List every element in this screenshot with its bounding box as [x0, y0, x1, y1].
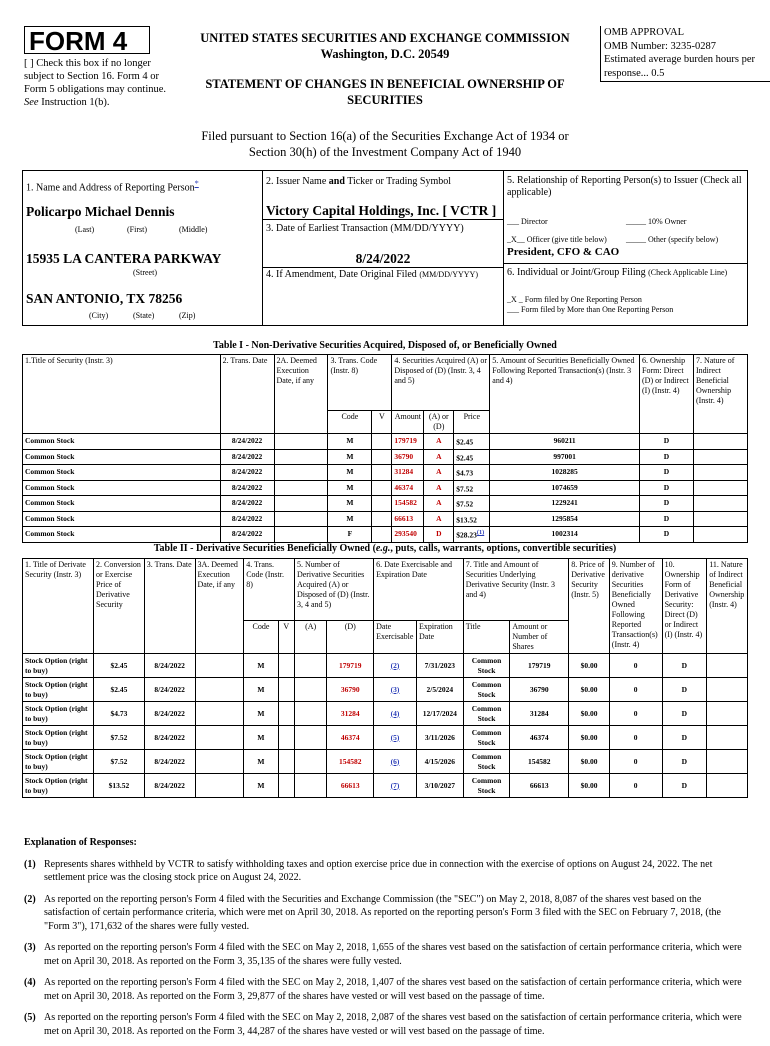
ownership-form: D: [662, 702, 707, 726]
underlying-amount: 154582: [510, 750, 569, 774]
underlying-title: Common Stock: [463, 654, 510, 678]
ownership-form: D: [640, 449, 694, 465]
t2-col-date: 3. Trans. Date: [144, 559, 195, 654]
trans-date: 8/24/2022: [220, 465, 274, 481]
derivative-price: $0.00: [569, 654, 610, 678]
expiration-date: 2/5/2024: [417, 678, 464, 702]
derivative-owned: 0: [609, 774, 662, 798]
derivative-title: Stock Option (right to buy): [23, 750, 94, 774]
table-row: [23, 527, 748, 543]
empty-cell: [707, 750, 748, 774]
empty-cell: [693, 527, 747, 543]
trans-date: 8/24/2022: [144, 678, 195, 702]
empty-cell: [707, 774, 748, 798]
footnote-link[interactable]: (1): [476, 529, 485, 536]
derivative-title: Stock Option (right to buy): [23, 726, 94, 750]
amount: 179719: [392, 434, 424, 450]
table2-title: Table II - Derivative Securities Beneficially Owned (e.g., puts, calls, warrants, options, convertible securities): [153, 543, 617, 554]
amount-owned: 1229241: [490, 496, 640, 512]
expiration-date: 7/31/2023: [417, 654, 464, 678]
empty-cell: [195, 678, 244, 702]
derivative-title: Stock Option (right to buy): [23, 654, 94, 678]
footnote-link[interactable]: (3): [374, 678, 417, 702]
derivative-price: $0.00: [569, 702, 610, 726]
trans-code: M: [244, 750, 279, 774]
trans-date: 8/24/2022: [144, 702, 195, 726]
trans-code: M: [244, 654, 279, 678]
empty-cell: [693, 511, 747, 527]
conversion-price: $7.52: [94, 726, 145, 750]
empty-cell: [274, 496, 328, 512]
section16-check-note: [ ] Check this box if no longer subject to Section 16. Form 4 or Form 5 obligations may continue. See Instruction 1(b).: [24, 58, 167, 108]
empty-cell: [693, 496, 747, 512]
security-title: Common Stock: [23, 511, 221, 527]
officer-title: President, CFO & CAO: [507, 246, 620, 258]
price: $4.73: [454, 465, 490, 481]
conversion-price: $13.52: [94, 774, 145, 798]
conversion-price: $2.45: [94, 654, 145, 678]
footnote: [24, 976, 744, 1003]
ownership-form: D: [640, 480, 694, 496]
derivative-price: $0.00: [569, 726, 610, 750]
footnote: [24, 858, 744, 885]
issuer-box: 2. Issuer Name and Ticker or Trading Symbol Victory Capital Holdings, Inc. [ VCTR ] 3. Date of Earliest Transaction (MM/DD/YYYY) 8/24/2022 4. If Amendment, Date Original Filed (MM/DD/YYYY): [262, 170, 504, 326]
divider: [263, 219, 503, 220]
footnote-link[interactable]: (4): [374, 702, 417, 726]
t2-col-exercise: 6. Date Exercisable and Expiration Date: [374, 559, 464, 621]
t1-col-title: 1.Title of Security (Instr. 3): [23, 355, 221, 434]
divider: [263, 267, 503, 268]
acquired-or-disposed: D: [424, 527, 454, 543]
trans-date: 8/24/2022: [220, 480, 274, 496]
empty-cell: [274, 527, 328, 543]
reporting-person-street: 15935 LA CANTERA PARKWAY: [26, 251, 222, 266]
empty-cell: [195, 702, 244, 726]
derivative-owned: 0: [609, 702, 662, 726]
empty-cell: [372, 465, 392, 481]
footnote-text: As reported on the reporting person's Form 4 filed with the Securities and Exchange Commission (the "SEC") on May 2, 2018, 8,087 of the shares vest based on the satisfaction of certain performance criteria, which were met on April 30, 2018. As reported on the reporting person's Form 3 filed with the SEC on February 7, 2018, (the "Form 3"), 171,632 of the shares were fully vested.: [44, 893, 721, 932]
omb-approval-box: OMB APPROVAL OMB Number: 3235-0287 Estimated average burden hours per response... 0.5: [600, 26, 770, 82]
ownership-form: D: [640, 496, 694, 512]
empty-cell: [278, 654, 294, 678]
agency-heading: UNITED STATES SECURITIES AND EXCHANGE COMMISSION Washington, D.C. 20549: [200, 31, 570, 61]
empty-cell: [274, 480, 328, 496]
issuer-name: Victory Capital Holdings, Inc. [ VCTR ]: [266, 203, 497, 218]
trans-date: 8/24/2022: [220, 496, 274, 512]
amount: 31284: [392, 465, 424, 481]
security-title: Common Stock: [23, 480, 221, 496]
conversion-price: $7.52: [94, 750, 145, 774]
t2-col-code: 4. Trans. Code (Instr. 8): [244, 559, 295, 621]
footnote-number: (2): [24, 893, 36, 905]
underlying-amount: 46374: [510, 726, 569, 750]
derivative-title: Stock Option (right to buy): [23, 702, 94, 726]
trans-date: 8/24/2022: [144, 750, 195, 774]
empty-cell: [693, 449, 747, 465]
derivative-owned: 0: [609, 726, 662, 750]
footnote-text: As reported on the reporting person's Form 4 filed with the SEC on May 2, 2018, 1,407 of the shares vest based on the satisfaction of certain performance criteria, which were met on April 30, 2018. As reported on the Form 3, 29,877 of the shares have vested or will vest based on the passage of time.: [44, 977, 742, 1002]
empty-cell: [278, 678, 294, 702]
empty-cell: [274, 449, 328, 465]
security-title: Common Stock: [23, 434, 221, 450]
trans-code: M: [328, 434, 372, 450]
derivative-price: $0.00: [569, 774, 610, 798]
empty-cell: [707, 702, 748, 726]
price: $28.23$^{(1)}$: [454, 527, 490, 543]
ownership-form: D: [640, 511, 694, 527]
t2-col-price: 8. Price of Derivative Security (Instr. 5): [569, 559, 610, 654]
conversion-price: $4.73: [94, 702, 145, 726]
table-row: [23, 774, 748, 798]
empty-cell: [294, 774, 326, 798]
trans-date: 8/24/2022: [144, 726, 195, 750]
conversion-price: $2.45: [94, 678, 145, 702]
table-row: [23, 480, 748, 496]
t2-col-form: 10. Ownership Form of Derivative Security: Direct (D) or Indirect (I) (Instr. 4): [662, 559, 707, 654]
empty-cell: [278, 750, 294, 774]
disposed-amount: 36790: [327, 678, 374, 702]
price: $2.45: [454, 449, 490, 465]
security-title: Common Stock: [23, 449, 221, 465]
price: $13.52: [454, 511, 490, 527]
amount-owned: 1002314: [490, 527, 640, 543]
reporting-person-name: Policarpo Michael Dennis: [26, 204, 175, 219]
derivative-owned: 0: [609, 750, 662, 774]
divider: [504, 263, 747, 264]
empty-cell: [693, 480, 747, 496]
empty-cell: [274, 465, 328, 481]
disposed-amount: 154582: [327, 750, 374, 774]
underlying-title: Common Stock: [463, 726, 510, 750]
empty-cell: [693, 465, 747, 481]
t2-col-owned: 9. Number of derivative Securities Beneficially Owned Following Reported Transaction(s) (Instr. 4): [609, 559, 662, 654]
underlying-title: Common Stock: [463, 750, 510, 774]
trans-code: F: [328, 527, 372, 543]
table-row: [23, 496, 748, 512]
earliest-transaction-date: 8/24/2022: [355, 251, 411, 266]
ownership-form: D: [662, 678, 707, 702]
trans-code: M: [328, 511, 372, 527]
table-row: [23, 465, 748, 481]
relationship-box: 5. Relationship of Reporting Person(s) to Issuer (Check all applicable) ___ Director _____ 10% Owner _X__ Officer (give title below) _____ Other (specify below) President, CFO & CAO 6. Individual or Joint/Group Filing (Check Applicable Line) _X _ Form filed by One Reporting Person ___ Form filed by More than One Reporting Person: [503, 170, 748, 326]
empty-cell: [372, 434, 392, 450]
table-row: [23, 726, 748, 750]
reporting-person-city: SAN ANTONIO, TX 78256: [26, 291, 183, 306]
trans-date: 8/24/2022: [144, 774, 195, 798]
security-title: Common Stock: [23, 465, 221, 481]
trans-date: 8/24/2022: [220, 511, 274, 527]
empty-cell: [693, 434, 747, 450]
empty-cell: [707, 654, 748, 678]
acquired-or-disposed: A: [424, 511, 454, 527]
empty-cell: [278, 702, 294, 726]
disposed-amount: 66613: [327, 774, 374, 798]
price: $2.45: [454, 434, 490, 450]
empty-cell: [195, 750, 244, 774]
trans-date: 8/24/2022: [220, 434, 274, 450]
ownership-form: D: [662, 726, 707, 750]
empty-cell: [372, 449, 392, 465]
empty-cell: [274, 434, 328, 450]
derivative-title: Stock Option (right to buy): [23, 678, 94, 702]
empty-cell: [372, 480, 392, 496]
t1-col-owned: 5. Amount of Securities Beneficially Owned Following Reported Transaction(s) (Instr. 3 and 4): [490, 355, 640, 434]
t1-col-acquired: 4. Securities Acquired (A) or Disposed of (D) (Instr. 3, 4 and 5): [392, 355, 490, 411]
empty-cell: [372, 496, 392, 512]
t2-col-deemed: 3A. Deemed Execution Date, if any: [195, 559, 244, 654]
table-row: [23, 750, 748, 774]
footnote-link[interactable]: (2): [374, 654, 417, 678]
footnote-number: (4): [24, 977, 36, 988]
amount-owned: 1295854: [490, 511, 640, 527]
empty-cell: [707, 678, 748, 702]
table1: 1.Title of Security (Instr. 3) 2. Trans. Date 2A. Deemed Execution Date, if any 3. Trans. Code (Instr. 8) 4. Securities Acquired (A) or Disposed of (D) (Instr. 3, 4 and 5) 5. Amount of Securities Beneficially Owned Following Reported Transaction(s) (Instr. 3 and 4) 6. Ownership Form: Direct (D) or Indirect (I) (Instr. 4) 7. Nature of Indirect Beneficial Ownership (Instr. 4) Code V Amount (A) or (D) Price Common Stock 8/24/2022 M 179719 A $2.45 960211 D Common Stock 8/24/2022 M 36790 A $2.45 997001 D Common Stock 8/24/2022 M 31284 A $4.73 1028285 D Common Stock 8/24/2022 M 46374 A $7.52 1074659 D Common Stock 8/24/2022 M 154582 A $7.52 1229241 D Common Stock 8/24/2022 M 66613 A $13.52 1295854 D Common Stock 8/24/2022 F 293540 D $28.23$^{(1)}$ 1002314 D: [22, 354, 748, 543]
empty-cell: [294, 750, 326, 774]
table-row: [23, 678, 748, 702]
empty-cell: [278, 726, 294, 750]
statement-title: STATEMENT OF CHANGES IN BENEFICIAL OWNERSHIP OF SECURITIES: [205, 77, 565, 107]
t1-col-code: 3. Trans. Code (Instr. 8): [328, 355, 392, 411]
t1-col-nature: 7. Nature of Indirect Beneficial Ownership (Instr. 4): [693, 355, 747, 434]
derivative-owned: 0: [609, 654, 662, 678]
amount-owned: 960211: [490, 434, 640, 450]
trans-code: M: [328, 480, 372, 496]
underlying-title: Common Stock: [463, 702, 510, 726]
empty-cell: [372, 527, 392, 543]
derivative-price: $0.00: [569, 750, 610, 774]
footnote-link[interactable]: (7): [374, 774, 417, 798]
footnote-link[interactable]: (6): [374, 750, 417, 774]
empty-cell: [372, 511, 392, 527]
expiration-date: 3/11/2026: [417, 726, 464, 750]
empty-cell: [278, 774, 294, 798]
trans-date: 8/24/2022: [144, 654, 195, 678]
footnote-number: (5): [24, 1012, 36, 1023]
footnote-link[interactable]: (5): [374, 726, 417, 750]
disposed-amount: 179719: [327, 654, 374, 678]
amount: 66613: [392, 511, 424, 527]
footnote-number: (3): [24, 942, 36, 953]
t2-col-nature: 11. Nature of Indirect Beneficial Ownership (Instr. 4): [707, 559, 748, 654]
empty-cell: [294, 726, 326, 750]
acquired-or-disposed: A: [424, 496, 454, 512]
expiration-date: 4/15/2026: [417, 750, 464, 774]
acquired-or-disposed: A: [424, 434, 454, 450]
underlying-amount: 36790: [510, 678, 569, 702]
ownership-form: D: [640, 527, 694, 543]
trans-code: M: [328, 465, 372, 481]
t2-col-title: 1. Title of Derivate Security (Instr. 3): [23, 559, 94, 654]
table1-title: Table I - Non-Derivative Securities Acquired, Disposed of, or Beneficially Owned: [213, 340, 557, 351]
amount: 46374: [392, 480, 424, 496]
t2-col-underlying: 7. Title and Amount of Securities Underlying Derivative Security (Instr. 3 and 4): [463, 559, 569, 621]
trans-date: 8/24/2022: [220, 527, 274, 543]
security-title: Common Stock: [23, 527, 221, 543]
empty-cell: [294, 654, 326, 678]
table-row: [23, 449, 748, 465]
ownership-form: D: [640, 434, 694, 450]
expiration-date: 12/17/2024: [417, 702, 464, 726]
footnote-number: (1): [24, 858, 36, 870]
empty-cell: [195, 774, 244, 798]
ownership-form: D: [662, 750, 707, 774]
trans-code: M: [244, 726, 279, 750]
explanation-heading: Explanation of Responses:: [24, 837, 137, 848]
trans-date: 8/24/2022: [220, 449, 274, 465]
table-row: [23, 654, 748, 678]
footnote: [24, 941, 744, 968]
footnote: [24, 893, 744, 934]
underlying-amount: 179719: [510, 654, 569, 678]
empty-cell: [274, 511, 328, 527]
price: $7.52: [454, 496, 490, 512]
derivative-price: $0.00: [569, 678, 610, 702]
underlying-amount: 31284: [510, 702, 569, 726]
footnote-text: Represents shares withheld by VCTR to satisfy withholding taxes and option exercise price due in connection with the exercise of options on August 24, 2022. The net settlement price was the closing stock price on August 24, 2022.: [44, 858, 713, 883]
trans-code: M: [244, 678, 279, 702]
t1-col-date: 2. Trans. Date: [220, 355, 274, 434]
trans-code: M: [328, 449, 372, 465]
acquired-or-disposed: A: [424, 465, 454, 481]
footnote-text: As reported on the reporting person's Form 4 filed with the SEC on May 2, 2018, 1,655 of the shares vest based on the satisfaction of certain performance criteria, which were met on April 30, 2018. As reported on the Form 3, 35,135 of the shares were fully vested.: [44, 942, 742, 967]
acquired-or-disposed: A: [424, 480, 454, 496]
trans-code: M: [244, 774, 279, 798]
derivative-owned: 0: [609, 678, 662, 702]
ownership-form: D: [640, 465, 694, 481]
empty-cell: [195, 654, 244, 678]
empty-cell: [294, 702, 326, 726]
empty-cell: [195, 726, 244, 750]
expiration-date: 3/10/2027: [417, 774, 464, 798]
amount-owned: 1028285: [490, 465, 640, 481]
trans-code: M: [328, 496, 372, 512]
ownership-form: D: [662, 654, 707, 678]
disposed-amount: 31284: [327, 702, 374, 726]
underlying-title: Common Stock: [463, 774, 510, 798]
empty-cell: [294, 678, 326, 702]
trans-code: M: [244, 702, 279, 726]
t1-col-form: 6. Ownership Form: Direct (D) or Indirect (I) (Instr. 4): [640, 355, 694, 434]
form-title: FORM 4: [24, 26, 150, 54]
price: $7.52: [454, 480, 490, 496]
amount: 154582: [392, 496, 424, 512]
table-row: [23, 511, 748, 527]
t2-col-conv: 2. Conversion or Exercise Price of Derivative Security: [94, 559, 145, 654]
derivative-title: Stock Option (right to buy): [23, 774, 94, 798]
footnote-text: As reported on the reporting person's Form 4 filed with the SEC on May 2, 2018, 2,087 of the shares vest based on the satisfaction of certain performance criteria, which were met on April 30, 2018. As reported on the Form 3, 44,287 of the shares have vested or will vest based on the passage of time.: [44, 1012, 742, 1037]
amount-owned: 1074659: [490, 480, 640, 496]
amount-owned: 997001: [490, 449, 640, 465]
table-row: [23, 434, 748, 450]
underlying-title: Common Stock: [463, 678, 510, 702]
ownership-form: D: [662, 774, 707, 798]
reporting-person-box: 1. Name and Address of Reporting Person* Policarpo Michael Dennis (Last) (First) (Middle) 15935 LA CANTERA PARKWAY (Street) SAN ANTONIO, TX 78256 (City) (State) (Zip): [22, 170, 263, 326]
t2-col-number: 5. Number of Derivative Securities Acquired (A) or Disposed of (D) (Instr. 3, 4 and 5): [294, 559, 373, 621]
underlying-amount: 66613: [510, 774, 569, 798]
amount: 293540: [392, 527, 424, 543]
security-title: Common Stock: [23, 496, 221, 512]
amount: 36790: [392, 449, 424, 465]
explanation-of-responses: [24, 836, 744, 1046]
footnote: [24, 1011, 744, 1038]
table2: 1. Title of Derivate Security (Instr. 3) 2. Conversion or Exercise Price of Derivative Security 3. Trans. Date 3A. Deemed Execution Date, if any 4. Trans. Code (Instr. 8) 5. Number of Derivative Securities Acquired (A) or Disposed of (D) (Instr. 3, 4 and 5) 6. Date Exercisable and Expiration Date 7. Title and Amount of Securities Underlying Derivative Security (Instr. 3 and 4) 8. Price of Derivative Security (Instr. 5) 9. Number of derivative Securities Beneficially Owned Following Reported Transaction(s) (Instr. 4) 10. Ownership Form of Derivative Security: Direct (D) or Indirect (I) (Instr. 4) 11. Nature of Indirect Beneficial Ownership (Instr. 4) Code V (A) (D) Date Exercisable Expiration Date Title Amount or Number of Shares Stock Option (right to buy) $2.45 8/24/2022 M 179719 (2) 7/31/2023 Common Stock 179719 $0.00 0 D Stock Option (right to buy) $2.45 8/24/2022 M 36790 (3) 2/5/2024 Common Stock 36790 $0.00 0 D Stock Option (right to buy) $4.73 8/24/2022 M 31284 (4) 12/17/2024 Common Stock 31284 $0.00 0 D Stock Option (right to buy) $7.52 8/24/2022 M 46374 (5) 3/11/2026 Common Stock 46374 $0.00 0 D Stock Option (right to buy) $7.52 8/24/2022 M 154582 (6) 4/15/2026 Common Stock 154582 $0.00 0 D Stock Option (right to buy) $13.52 8/24/2022 M 66613 (7) 3/10/2027 Common Stock 66613 $0.00 0 D: [22, 558, 748, 798]
t1-col-deemed: 2A. Deemed Execution Date, if any: [274, 355, 328, 434]
empty-cell: [707, 726, 748, 750]
acquired-or-disposed: A: [424, 449, 454, 465]
filed-pursuant-text: Filed pursuant to Section 16(a) of the Securities Exchange Act of 1934 or Section 30(h) of the Investment Company Act of 1940: [201, 129, 569, 159]
table-row: [23, 702, 748, 726]
disposed-amount: 46374: [327, 726, 374, 750]
